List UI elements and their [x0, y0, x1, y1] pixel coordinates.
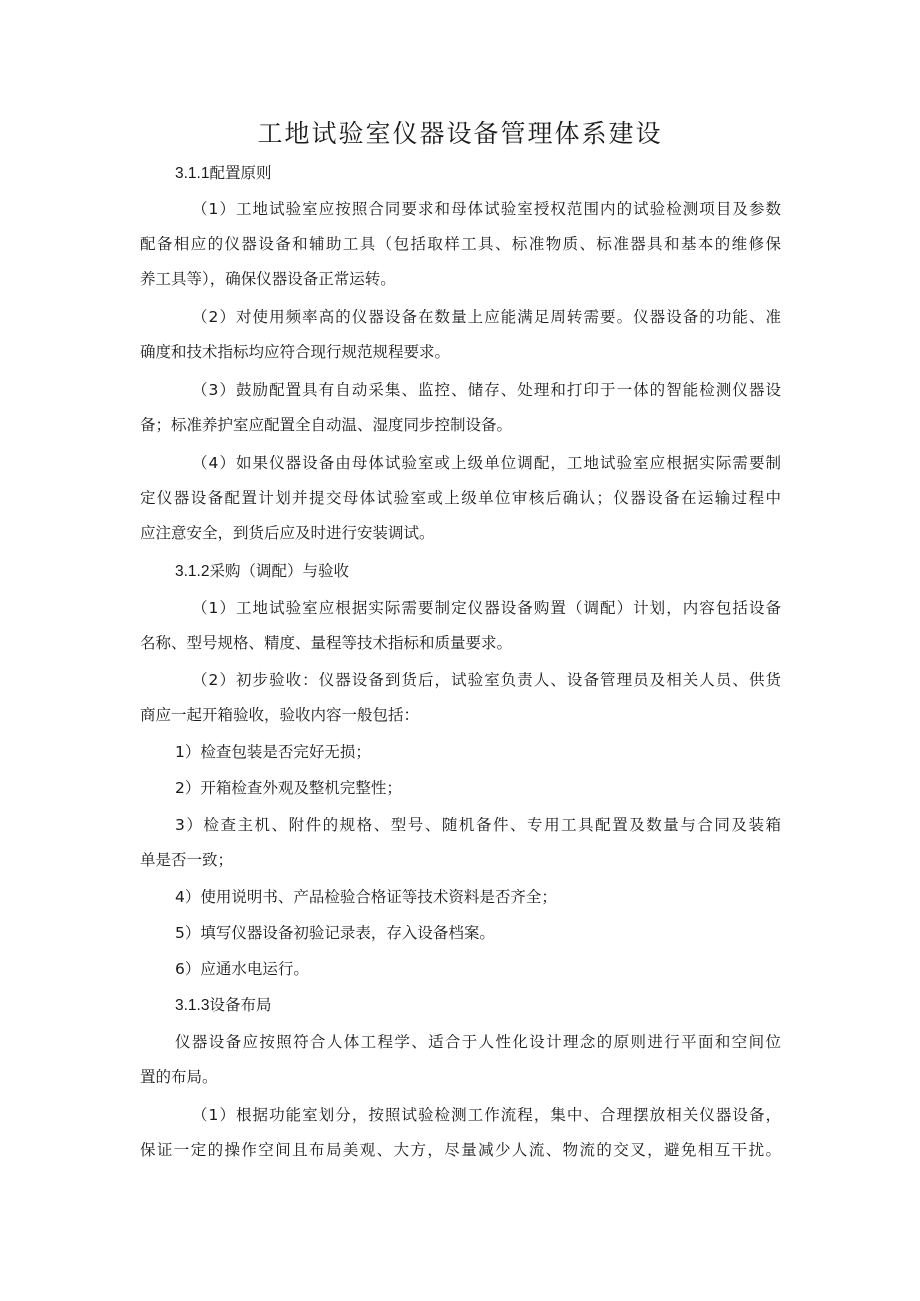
paragraph-line: 备；标准养护室应配置全自动温、湿度同步控制设备。	[140, 416, 513, 434]
section-heading-text: 采购（调配）与验收	[209, 562, 349, 580]
paragraph-line: （4）如果仪器设备由母体试验室或上级单位调配，工地试验室应根据实际需要制	[192, 454, 781, 472]
paragraph-line: （2）对使用频率高的仪器设备在数量上应能满足周转需要。仪器设备的功能、准	[192, 308, 781, 326]
section-heading-text: 设备布局	[209, 996, 272, 1014]
list-item: 3）检查主机、附件的规格、型号、随机备件、专用工具配置及数量与合同及装箱	[175, 816, 781, 834]
paragraph-line: （3）鼓励配置具有自动采集、监控、储存、处理和打印于一体的智能检测仪器设	[192, 381, 781, 399]
section-heading-text: 配置原则	[209, 164, 272, 182]
list-item: 5）填写仪器设备初验记录表，存入设备档案。	[175, 924, 495, 942]
paragraph-line: 养工具等），确保仪器设备正常运转。	[140, 270, 396, 288]
paragraph-line: 商应一起开箱验收，验收内容一般包括：	[140, 706, 420, 724]
list-item: 1）检查包装是否完好无损；	[175, 743, 371, 761]
section-heading-3-1-3	[175, 995, 272, 1016]
list-item: 2）开箱检查外观及整机完整性；	[175, 779, 402, 797]
paragraph-line: 保证一定的操作空间且布局美观、大方，尽量减少人流、物流的交叉，避免相互干扰。	[140, 1141, 781, 1159]
document-title: 工地试验室仪器设备管理体系建设	[257, 119, 663, 148]
paragraph-line: 应注意安全，到货后应及时进行安装调试。	[140, 524, 435, 542]
paragraph-line: （1）工地试验室应根据实际需要制定仪器设备购置（调配）计划，内容包括设备	[192, 599, 781, 617]
paragraph-line: 仪器设备应按照符合人体工程学、适合于人性化设计理念的原则进行平面和空间位	[175, 1033, 781, 1051]
list-item-continuation: 单是否一致；	[140, 851, 234, 869]
paragraph-line: 名称、型号规格、精度、量程等技术指标和质量要求。	[140, 634, 513, 652]
paragraph-line: 置的布局。	[140, 1068, 218, 1086]
paragraph-line: （1）工地试验室应按照合同要求和母体试验室授权范围内的试验检测项目及参数	[192, 200, 781, 218]
section-number: 3.1.1	[175, 165, 210, 182]
list-item: 4）使用说明书、产品检验合格证等技术资料是否齐全；	[175, 888, 557, 906]
list-item: 6）应通水电运行。	[175, 960, 309, 978]
section-number: 3.1.3	[175, 997, 210, 1014]
paragraph-line: （2）初步验收：仪器设备到货后，试验室负责人、设备管理员及相关人员、供货	[192, 671, 781, 689]
section-number: 3.1.2	[175, 563, 210, 580]
paragraph-line: 确度和技术指标均应符合现行规范规程要求。	[140, 343, 451, 361]
paragraph-line: 定仪器设备配置计划并提交母体试验室或上级单位审核后确认；仪器设备在运输过程中	[140, 489, 781, 507]
paragraph-line: （1）根据功能室划分，按照试验检测工作流程，集中、合理摆放相关仪器设备，	[192, 1106, 781, 1124]
paragraph-line: 配备相应的仪器设备和辅助工具（包括取样工具、标准物质、标准器具和基本的维修保	[140, 235, 781, 253]
section-heading-3-1-1	[175, 163, 272, 184]
section-heading-3-1-2	[175, 561, 349, 582]
